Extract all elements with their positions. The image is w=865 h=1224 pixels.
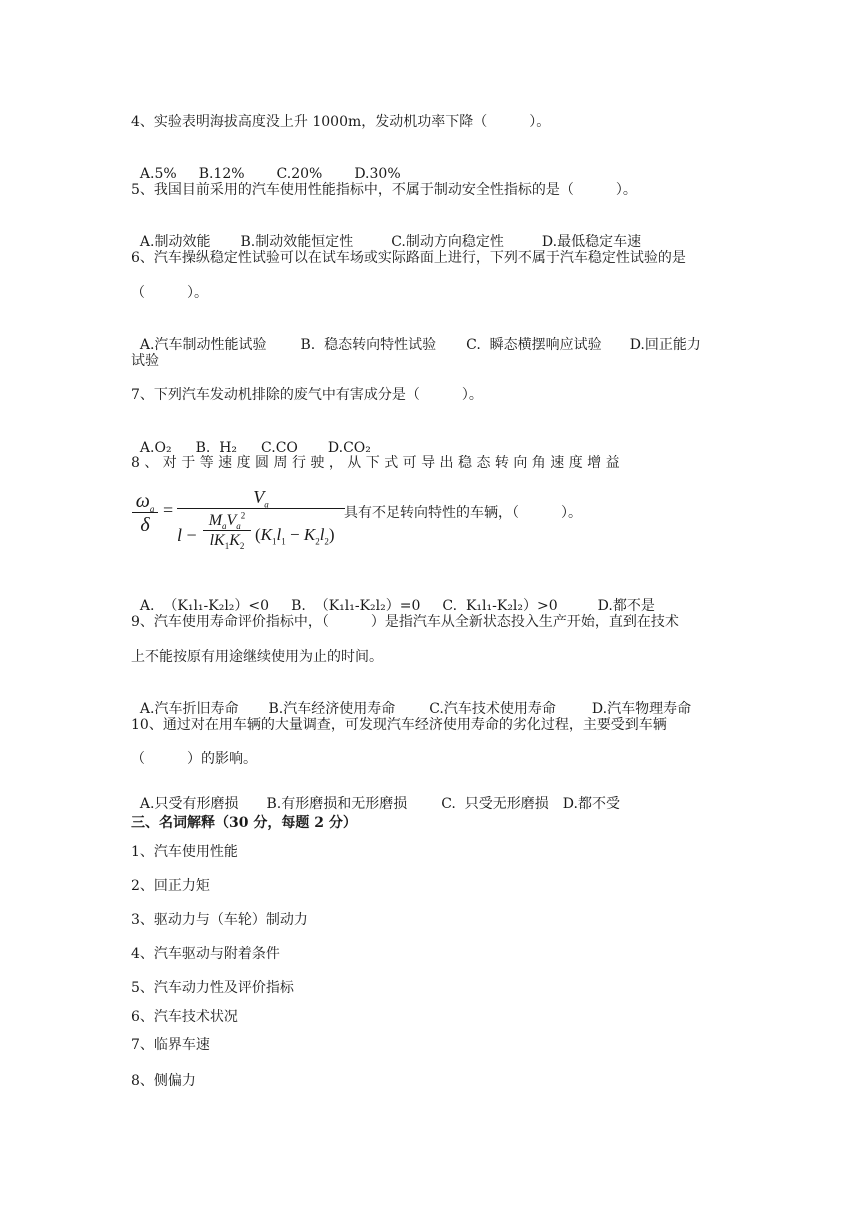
term-item-4: 4、汽车驱动与附着条件 [131, 946, 280, 962]
q5-stem: 5、我国目前采用的汽车使用性能指标中，不属于制动安全性指标的是（ ）。 [131, 182, 637, 198]
formula-equals: = [163, 500, 174, 520]
q7-option-c: C.CO [261, 440, 298, 456]
q4-option-d: D.30% [354, 166, 401, 182]
q8-option-a: A. （K₁l₁-K₂l₂）<0 [139, 598, 270, 614]
q4-option-b: B.12% [198, 166, 245, 182]
q10-stem-line2: （ ）的影响。 [131, 751, 257, 767]
q9-options [131, 682, 691, 718]
section3-heading: 三、名词解释（30 分，每题 2 分） [131, 815, 357, 831]
q8-after-formula: 具有不足转向特性的车辆，（ ）。 [344, 505, 582, 521]
q8-formula [131, 484, 601, 554]
q5-option-a: A.制动效能 [139, 234, 211, 250]
q5-option-d: D.最低稳定车速 [541, 234, 642, 250]
q9-option-a: A.汽车折旧寿命 [139, 701, 239, 717]
term-item-3: 3、驱动力与（车轮）制动力 [131, 912, 308, 928]
q8-stem: 8 、 对 于 等 速 度 圆 周 行 驶 ， 从 下 式 可 导 出 稳 态 转 向 角 速 度 增 益 [131, 455, 620, 471]
q7-options [131, 421, 371, 457]
term-item-6: 6、汽车技术状况 [131, 1009, 238, 1025]
q9-option-b: B.汽车经济使用寿命 [268, 701, 396, 717]
q6-option-d: D.回正能力 [629, 337, 701, 353]
q9-stem-line2: 上不能按原有用途继续使用为止的时间。 [131, 649, 383, 665]
formula-rhs: $V_a$ l − $M_aV_a^2$ $lK_1K_2$ $(K_1l_1 - K_2l_2)$ [177, 486, 345, 555]
term-item-8: 8、侧偏力 [131, 1073, 196, 1089]
q4-option-a: A.5% [139, 166, 177, 182]
q6-options-cont: 试验 [131, 353, 159, 369]
q8-options [131, 579, 655, 615]
q5-options [131, 215, 641, 251]
q7-stem: 7、下列汽车发动机排除的废气中有害成分是（ ）。 [131, 387, 483, 403]
q10-stem-line1: 10、通过对在用车辆的大量调查，可发现汽车经济使用寿命的劣化过程，主要受到车辆 [131, 717, 667, 733]
q6-stem-line2: （ ）。 [131, 285, 208, 301]
q6-option-b: B. 稳态转向特性试验 [300, 337, 437, 353]
q9-stem-line1: 9、汽车使用寿命评价指标中，（ ）是指汽车从全新状态投入生产开始，直到在技术 [131, 614, 679, 630]
q10-option-c: C. 只受无形磨损 [441, 796, 549, 812]
q9-option-d: D.汽车物理寿命 [591, 701, 692, 717]
q5-option-b: B.制动效能恒定性 [240, 234, 354, 250]
q6-options [131, 318, 701, 354]
q4-stem: 4、实验表明海拔高度没上升 1000m，发动机功率下降（ ）。 [131, 114, 551, 130]
q9-option-c: C.汽车技术使用寿命 [429, 701, 556, 717]
q7-option-d: D.CO₂ [327, 440, 371, 456]
q8-option-c: C. K₁l₁-K₂l₂）>0 [442, 598, 558, 614]
q8-option-b: B. （K₁l₁-K₂l₂）=0 [291, 598, 421, 614]
q5-option-c: C.制动方向稳定性 [391, 234, 504, 250]
q8-option-d: D.都不是 [597, 598, 655, 614]
q6-option-c: C. 瞬态横摆响应试验 [466, 337, 602, 353]
q10-option-a: A.只受有形磨损 [139, 796, 239, 812]
term-item-5: 5、汽车动力性及评价指标 [131, 980, 294, 996]
formula-lhs: $\omega_a$ δ [131, 490, 159, 537]
term-item-7: 7、临界车速 [131, 1037, 210, 1053]
term-item-1: 1、汽车使用性能 [131, 844, 238, 860]
q4-options [131, 147, 401, 183]
q10-option-d: D.都不受 [562, 796, 620, 812]
q7-option-b: B. H₂ [195, 440, 238, 456]
term-item-2: 2、回正力矩 [131, 878, 210, 894]
q10-option-b: B.有形磨损和无形磨损 [266, 796, 408, 812]
q4-option-c: C.20% [276, 166, 323, 182]
q6-option-a: A.汽车制动性能试验 [139, 337, 267, 353]
q6-stem-line1: 6、汽车操纵稳定性试验可以在试车场或实际路面上进行，下列不属于汽车稳定性试验的是 [131, 250, 686, 266]
q7-option-a: A.O₂ [139, 440, 172, 456]
q10-options [131, 777, 620, 813]
